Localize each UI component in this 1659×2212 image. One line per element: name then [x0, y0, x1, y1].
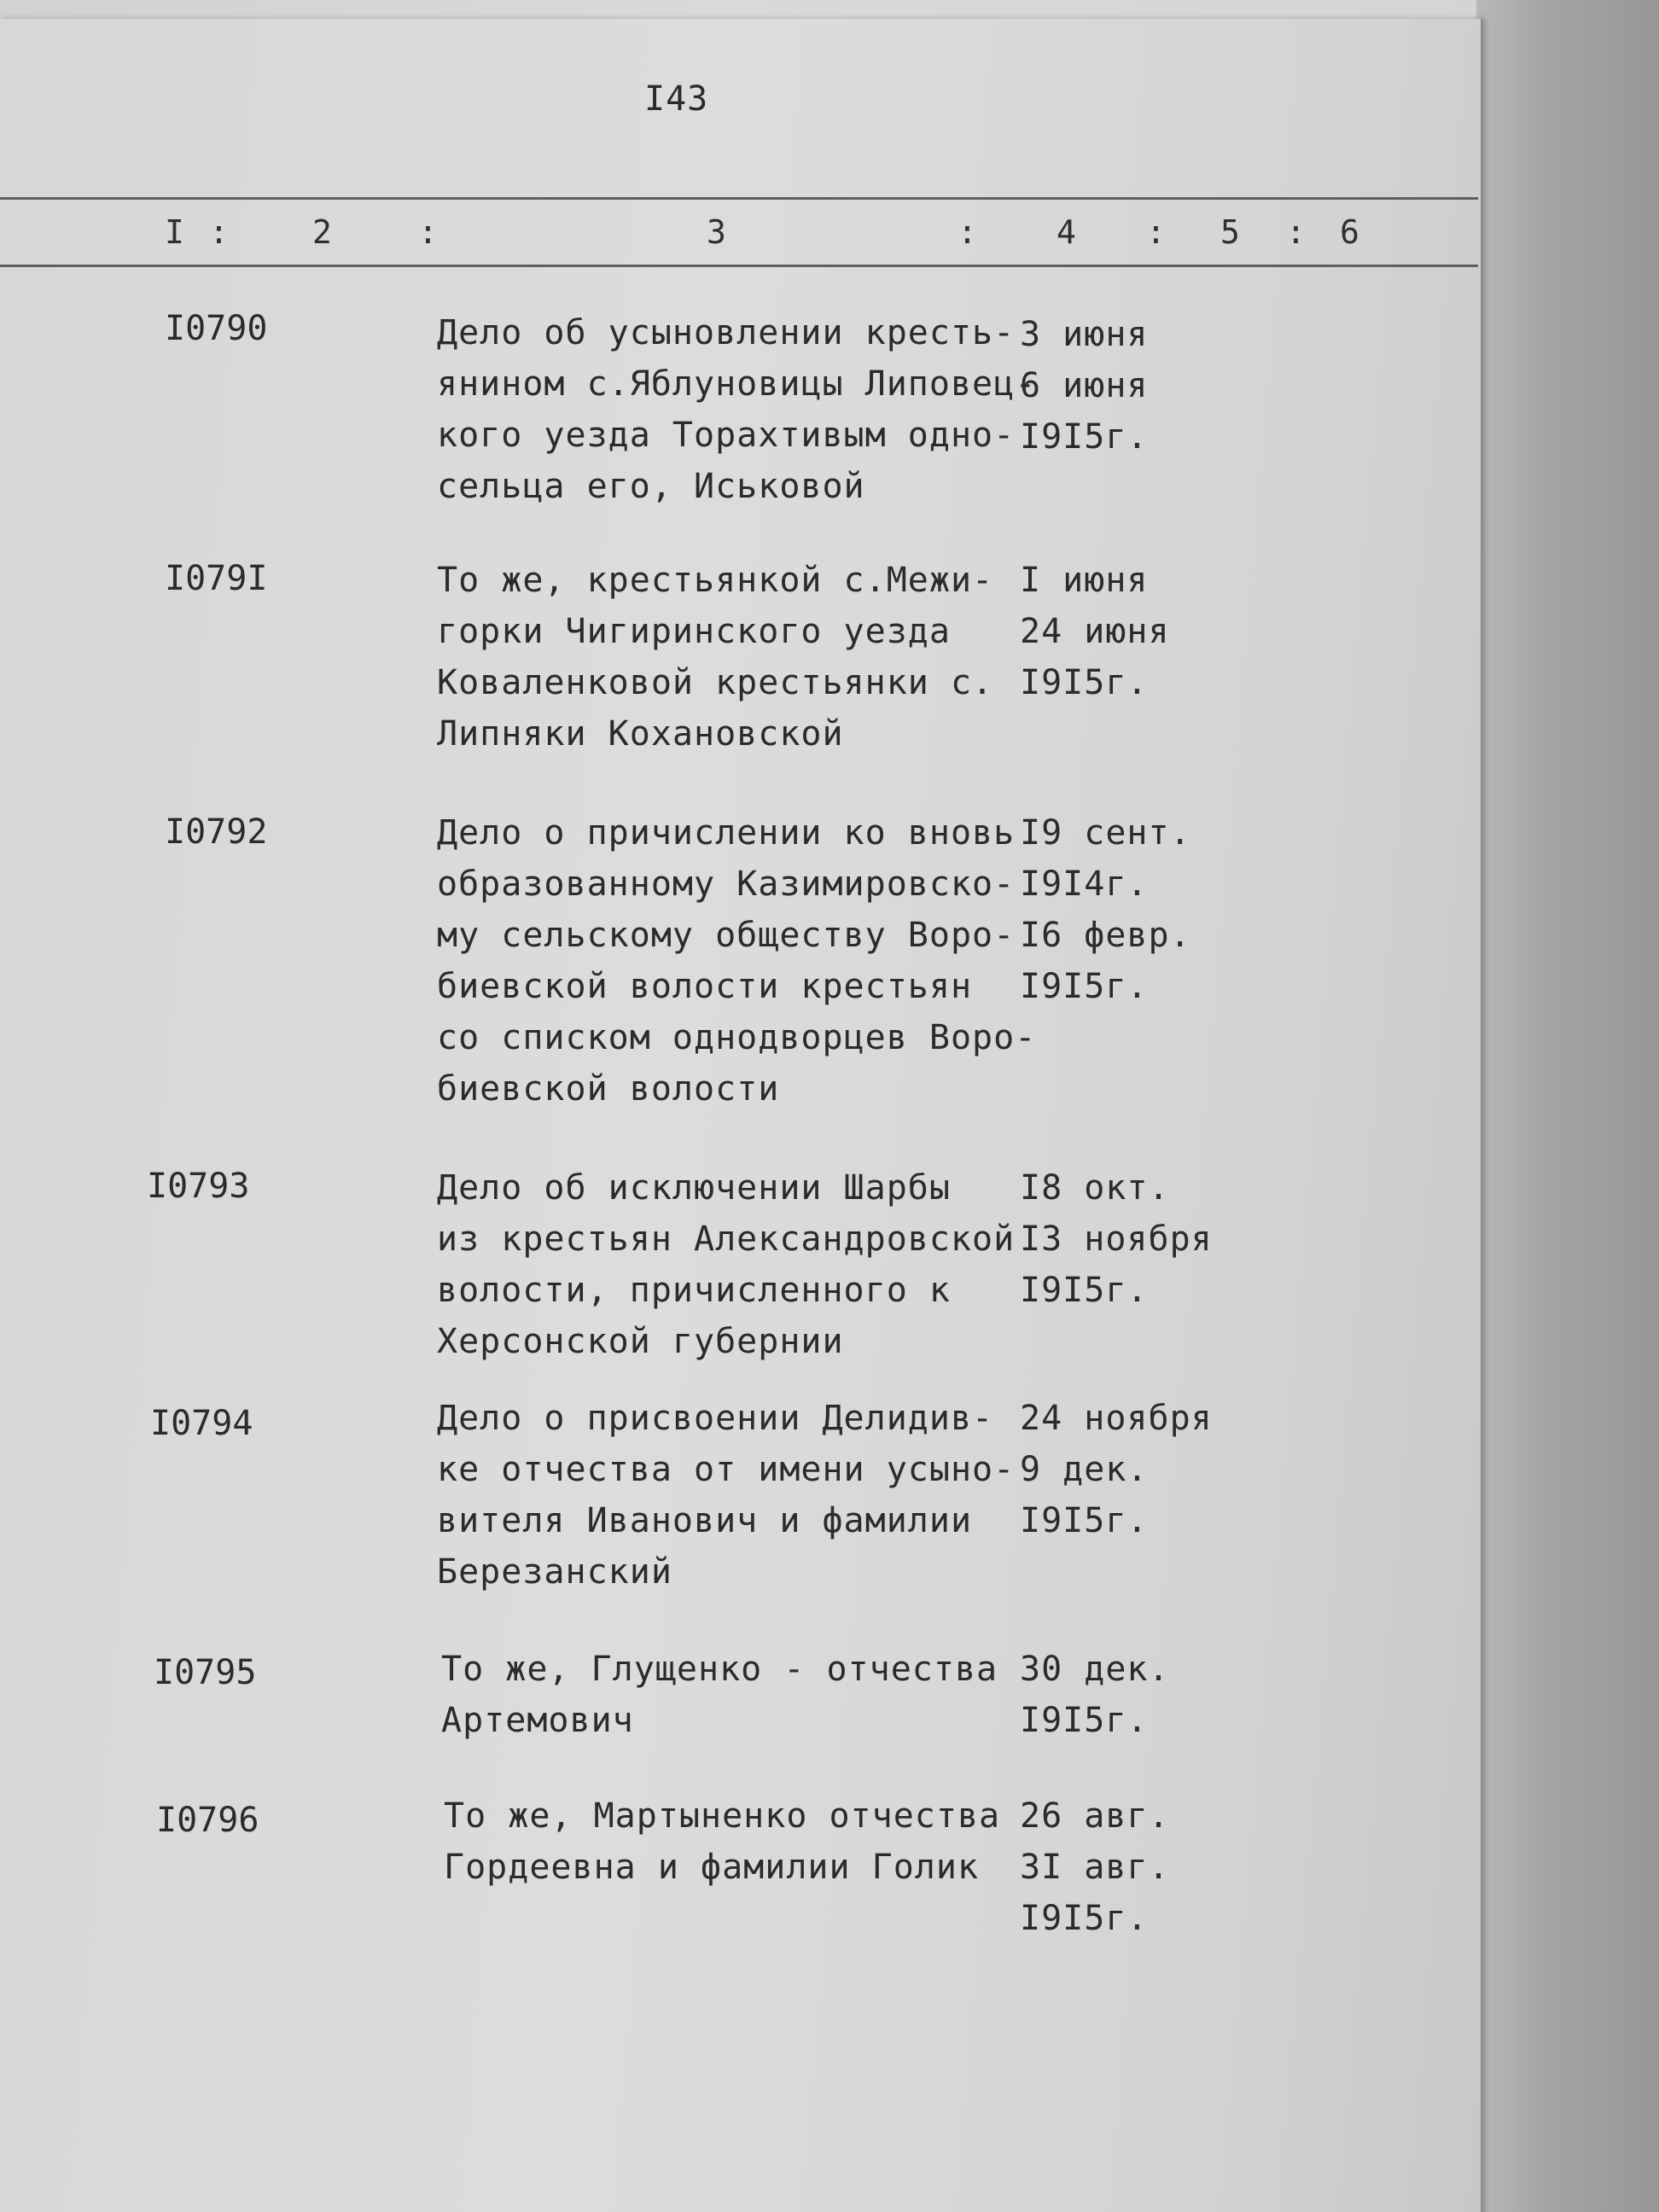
header-rule-bottom — [0, 265, 1478, 267]
page-number: I43 — [644, 79, 709, 119]
description-line: То же, Глущенко - отчества — [441, 1650, 998, 1689]
header-rule-top — [0, 197, 1478, 200]
entry-dates — [1020, 1790, 1170, 1944]
description-line: Артемович — [441, 1701, 634, 1740]
description-line: образованному Казимировско- — [437, 864, 1016, 904]
entry-number: I079I — [165, 559, 268, 598]
entry-dates — [1020, 807, 1191, 1012]
column-header-6: 6 — [1340, 213, 1359, 251]
description-line: ке отчества от имени усыно- — [437, 1450, 1016, 1489]
date-line: 6 июня — [1020, 366, 1149, 405]
date-line: 3I авг. — [1020, 1848, 1170, 1887]
description-line: из крестьян Александровской — [437, 1220, 1016, 1259]
column-header-1: I — [165, 213, 184, 251]
date-line: I9I5г. — [1020, 1501, 1149, 1540]
description-line: му сельскому обществу Воро- — [437, 916, 1016, 955]
column-separator: : — [1146, 213, 1166, 251]
entry-dates — [1020, 1162, 1213, 1316]
column-header-3: 3 — [707, 213, 726, 251]
entry-description — [437, 307, 1036, 512]
entry-number: I0795 — [154, 1653, 257, 1692]
description-line: кого уезда Торахтивым одно- — [437, 416, 1016, 455]
description-line: Херсонской губернии — [437, 1322, 844, 1361]
entry-number: I0790 — [165, 309, 268, 348]
entry-description — [437, 1162, 1015, 1367]
date-line: I9I5г. — [1020, 417, 1149, 457]
date-line: 9 дек. — [1020, 1450, 1149, 1489]
date-line: I9I5г. — [1020, 967, 1149, 1006]
entry-dates — [1020, 1393, 1213, 1546]
date-line: I9I5г. — [1020, 1701, 1149, 1740]
column-separator: : — [418, 213, 438, 251]
date-line: 26 авг. — [1020, 1796, 1170, 1836]
date-line: I9I4г. — [1020, 864, 1149, 904]
description-line: То же, крестьянкой с.Межи- — [437, 561, 994, 600]
column-header-2: 2 — [312, 213, 332, 251]
entry-description — [444, 1790, 1000, 1893]
description-line: Гордеевна и фамилии Голик — [444, 1848, 980, 1887]
entry-number: I0792 — [165, 812, 268, 852]
description-line: со списком однодворцев Воро- — [437, 1018, 1037, 1057]
description-line: сельца его, Иськовой — [437, 467, 865, 506]
date-line: I8 окт. — [1020, 1168, 1170, 1208]
entry-description — [437, 555, 993, 760]
description-line: биевской волости — [437, 1069, 780, 1109]
entry-description — [441, 1644, 998, 1746]
description-line: Дело об исключении Шарбы — [437, 1168, 951, 1208]
date-line: I9I5г. — [1020, 1899, 1149, 1938]
description-line: горки Чигиринского уезда — [437, 612, 951, 651]
column-header-4: 4 — [1057, 213, 1076, 251]
date-line: 24 июня — [1020, 612, 1170, 651]
column-separator: : — [1286, 213, 1306, 251]
date-line: 24 ноября — [1020, 1399, 1213, 1438]
column-header-5: 5 — [1220, 213, 1240, 251]
description-line: Дело об усыновлении кресть- — [437, 313, 1016, 352]
description-line: Березанский — [437, 1552, 672, 1592]
description-line: биевской волости крестьян — [437, 967, 973, 1006]
column-separator: : — [209, 213, 229, 251]
description-line: Дело о присвоении Делидив- — [437, 1399, 994, 1438]
description-line: То же, Мартыненко отчества — [444, 1796, 1001, 1836]
entry-number: I0796 — [156, 1801, 259, 1840]
description-line: вителя Иванович и фамилии — [437, 1501, 973, 1540]
entry-dates — [1020, 1644, 1170, 1746]
description-line: янином с.Яблуновицы Липовец- — [437, 364, 1037, 404]
date-line: I9 сент. — [1020, 813, 1191, 853]
date-line: I9I5г. — [1020, 1271, 1149, 1310]
description-line: Липняки Кохановской — [437, 714, 844, 754]
date-line: I9I5г. — [1020, 663, 1149, 702]
background-surface — [1476, 0, 1659, 2212]
date-line: 30 дек. — [1020, 1650, 1170, 1689]
entry-description — [437, 807, 1036, 1115]
date-line: 3 июня — [1020, 315, 1149, 354]
description-line: Дело о причислении ко вновь — [437, 813, 1016, 853]
description-line: Коваленковой крестьянки с. — [437, 663, 994, 702]
date-line: I6 февр. — [1020, 916, 1191, 955]
entry-dates — [1020, 309, 1149, 463]
description-line: волости, причисленного к — [437, 1271, 951, 1310]
date-line: I3 ноября — [1020, 1220, 1213, 1259]
column-separator: : — [958, 213, 977, 251]
date-line: I июня — [1020, 561, 1149, 600]
entry-dates — [1020, 555, 1170, 708]
entry-description — [437, 1393, 1015, 1598]
entry-number: I0793 — [147, 1167, 250, 1206]
entry-number: I0794 — [150, 1404, 253, 1443]
